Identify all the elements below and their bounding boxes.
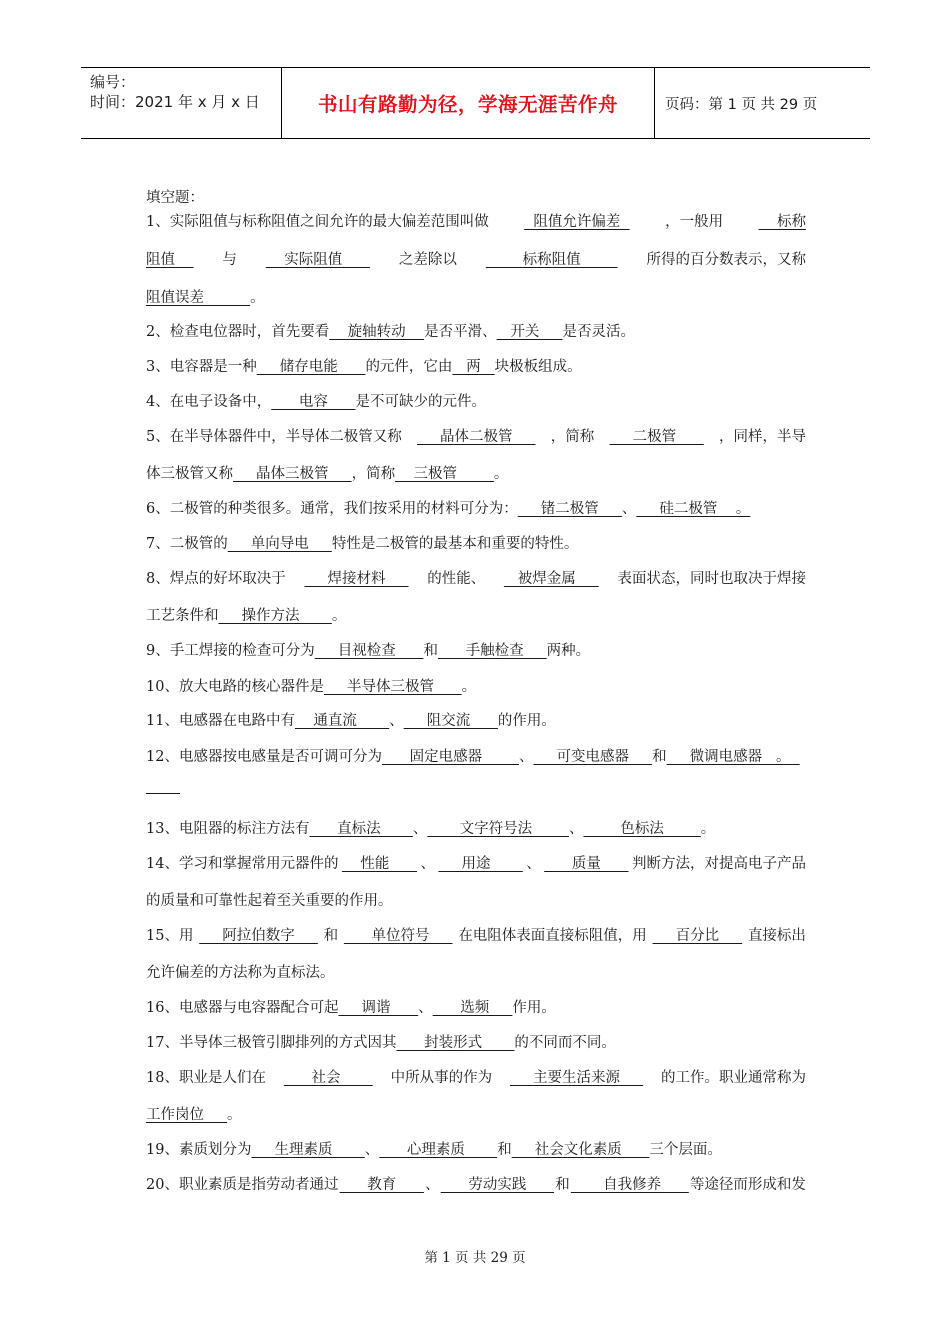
question-18: 18、职业是人们在 社会 中所从事的作为 主要生活来源 的工作。职业通常称为 xyxy=(146,1066,806,1087)
answer-blank: 储存电能 xyxy=(256,359,366,375)
answer-blank: 主要生活来源 xyxy=(510,1070,644,1086)
answer-blank: 劳动实践 xyxy=(440,1177,555,1193)
question-12-line-2 xyxy=(146,779,180,798)
answer-blank: 半导体三极管 xyxy=(323,679,462,695)
answer-blank: 被焊金属 xyxy=(503,571,599,587)
question-4: 4、在电子设备中， 电容 是不可缺少的元件。 xyxy=(146,394,487,410)
answer-blank: 焊接材料 xyxy=(304,571,409,587)
question-8: 8、焊点的好坏取决于 焊接材料 的性能、 被焊金属 表面状态，同时也取决于焊接 xyxy=(146,567,806,588)
answer-blank: 微调电感器 。 xyxy=(666,749,800,765)
answer-blank: 标称 xyxy=(758,214,806,230)
answer-blank: 锗二极管 xyxy=(517,501,622,517)
answer-blank: 文字符号法 xyxy=(427,821,570,837)
document-header xyxy=(81,67,870,139)
answer-blank-rule xyxy=(146,779,180,794)
answer-blank: 色标法 xyxy=(583,821,701,837)
question-12: 12、电感器按电感量是否可调可分为 固定电感器 、 可变电感器 和 微调电感器 。 xyxy=(146,749,800,765)
answer-blank: 选频 xyxy=(432,1000,513,1016)
answer-blank: 目视检查 xyxy=(314,643,424,659)
page-footer: 第 1 页 共 29 页 xyxy=(424,1250,526,1266)
question-19: 19、素质划分为 生理素质 、 心理素质 和 社会文化素质 三个层面。 xyxy=(146,1142,722,1158)
question-1-line-2: 阻值 与 实际阻值 之差除以 标称阻值 所得的百分数表示，又称 xyxy=(146,248,806,269)
answer-blank: 晶体三极管 xyxy=(233,466,352,482)
answer-blank: 阿拉伯数字 xyxy=(199,928,318,944)
answer-blank: 心理素质 xyxy=(379,1142,498,1158)
answer-blank: 硅二极管 。 xyxy=(636,501,751,517)
question-13: 13、电阻器的标注方法有 直标法 、 文字符号法 、 色标法 。 xyxy=(146,821,716,837)
question-1-line-3: 阻值误差 。 xyxy=(146,290,265,306)
question-14: 14、学习和掌握常用元器件的 性能 、 用途 、 质量 判断方法，对提高电子产品 xyxy=(146,852,806,873)
question-16: 16、电感器与电容器配合可起 调谐 、 选频 作用。 xyxy=(146,1000,556,1016)
answer-blank: 实际阻值 xyxy=(265,252,370,268)
answer-blank: 生理素质 xyxy=(251,1142,365,1158)
answer-blank: 社会文化素质 xyxy=(511,1142,650,1158)
answer-blank: 封装形式 xyxy=(396,1035,515,1051)
answer-blank: 标称阻值 xyxy=(485,252,618,268)
question-5: 5、在半导体器件中，半导体二极管又称 晶体二极管 ，简称 二极管 ，同样，半导 xyxy=(146,425,806,446)
answer-blank: 直标法 xyxy=(309,821,413,837)
answer-blank: 阻值允许偏差 xyxy=(524,214,630,230)
answer-blank: 手触检查 xyxy=(437,643,547,659)
answer-blank: 阻交流 xyxy=(403,713,498,729)
question-1: 1、实际阻值与标称阻值之间允许的最大偏差范围叫做 阻值允许偏差 ，一般用 标称 xyxy=(146,210,806,231)
question-18-line-2: 工作岗位 。 xyxy=(146,1107,242,1123)
question-14-line-2: 的质量和可靠性起着至关重要的作用。 xyxy=(146,893,393,909)
answer-blank: 用途 xyxy=(438,856,523,872)
answer-blank: 开关 xyxy=(496,324,563,340)
question-10: 10、放大电路的核心器件是 半导体三极管 。 xyxy=(146,679,477,695)
header-motto-cell xyxy=(282,68,655,138)
question-2: 2、检查电位器时，首先要看 旋轴转动 是否平滑、 开关 是否灵活。 xyxy=(146,324,635,340)
page-info: 页码：第 1 页 共 29 页 xyxy=(665,96,818,113)
question-8-line-2: 工艺条件和 操作方法 。 xyxy=(146,608,347,624)
question-7: 7、二极管的 单向导电 特性是二极管的最基本和重要的特性。 xyxy=(146,536,579,552)
answer-blank: 两 xyxy=(452,359,495,375)
question-17: 17、半导体三极管引脚排列的方式因其 封装形式 的不同而不同。 xyxy=(146,1035,616,1051)
question-15-line-2: 允许偏差的方法称为直标法。 xyxy=(146,965,335,981)
answer-blank: 质量 xyxy=(544,856,629,872)
answer-blank: 阻值 xyxy=(146,252,194,268)
answer-blank: 操作方法 xyxy=(218,608,332,624)
answer-blank: 阻值误差 xyxy=(146,290,251,306)
answer-blank: 工作岗位 xyxy=(146,1107,228,1123)
answer-blank: 性能 xyxy=(341,856,418,872)
date-label: 时间：2021 年 x 月 x 日 xyxy=(90,93,260,111)
header-page-cell xyxy=(655,68,870,138)
answer-blank: 百分比 xyxy=(652,928,743,944)
question-9: 9、手工焊接的检查可分为 目视检查 和 手触检查 两种。 xyxy=(146,643,591,659)
question-3: 3、电容器是一种 储存电能 的元件，它由 两 块极板组成。 xyxy=(146,359,582,375)
question-20: 20、职业素质是指劳动者通过 教育 、 劳动实践 和 自我修养 等途径而形成和发 xyxy=(146,1173,806,1194)
answer-blank: 三极管 xyxy=(395,466,494,482)
answer-blank: 固定电感器 xyxy=(381,749,519,765)
motto: 书山有路勤为径，学海无涯苦作舟 xyxy=(317,93,618,116)
answer-blank: 教育 xyxy=(339,1177,424,1193)
answer-blank: 调谐 xyxy=(338,1000,419,1016)
answer-blank: 可变电感器 xyxy=(533,749,653,765)
answer-blank: 单位符号 xyxy=(343,928,453,944)
code-label: 编号： xyxy=(90,73,136,91)
answer-blank: 旋轴转动 xyxy=(329,324,425,340)
question-6: 6、二极管的种类很多。通常，我们按采用的材料可分为： 锗二极管 、 硅二极管 。 xyxy=(146,501,751,517)
answer-blank: 晶体二极管 xyxy=(416,429,536,445)
question-11: 11、电感器在电路中有 通直流 、 阻交流 的作用。 xyxy=(146,713,556,729)
answer-blank: 单向导电 xyxy=(227,536,332,552)
answer-blank: 社会 xyxy=(283,1070,373,1086)
answer-blank: 电容 xyxy=(271,394,356,410)
answer-blank: 二极管 xyxy=(609,429,704,445)
section-title: 填空题： xyxy=(146,190,204,206)
answer-blank: 通直流 xyxy=(294,713,390,729)
header-meta-cell xyxy=(81,68,282,138)
question-15: 15、用 阿拉伯数字 和 单位符号 在电阻体表面直接标阻值，用 百分比 直接标出 xyxy=(146,924,806,945)
answer-blank: 自我修养 xyxy=(570,1177,689,1193)
question-5-line-2: 体三极管又称 晶体三极管 ，简称 三极管 。 xyxy=(146,466,509,482)
